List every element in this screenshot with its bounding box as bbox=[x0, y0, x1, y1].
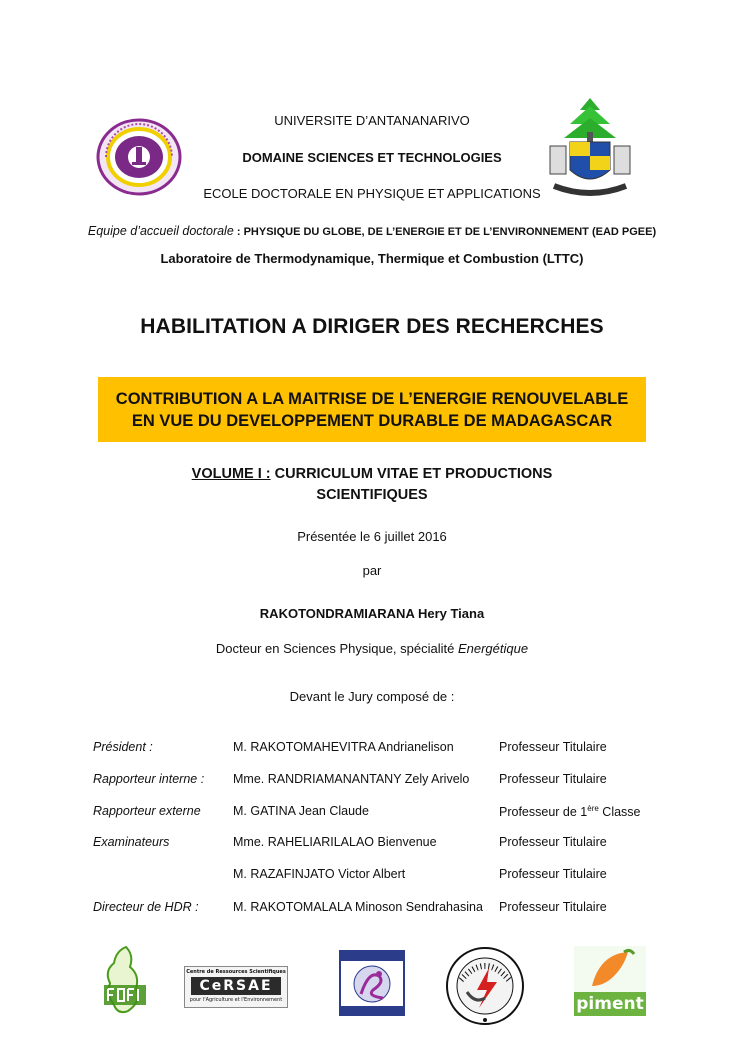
degree-specialty: Energétique bbox=[457, 641, 529, 656]
degree-prefix: Docteur en Sciences Physique, spécialité bbox=[215, 641, 458, 656]
doctoral-team-line bbox=[0, 224, 744, 238]
laboratory-name: Laboratoire de Thermodynamique, Thermique et Combustion (LTTC) bbox=[160, 251, 584, 266]
jury-role: Examinateurs bbox=[93, 835, 170, 849]
jury-member-rank: Professeur Titulaire bbox=[499, 900, 607, 914]
jury-member-rank bbox=[499, 804, 641, 819]
physics-department-logo bbox=[339, 950, 405, 1016]
jury-role: Rapporteur interne : bbox=[93, 772, 205, 786]
rank-suffix: Classe bbox=[598, 805, 641, 820]
cersae-logo bbox=[184, 966, 288, 1008]
cersae-name: CeRSAE bbox=[191, 977, 281, 995]
piment-wordmark: piment bbox=[574, 992, 646, 1016]
fofifa-logo bbox=[100, 945, 150, 1015]
jury-role: Directeur de HDR : bbox=[93, 900, 199, 914]
rank-superscript: ère bbox=[587, 804, 599, 813]
domain-name: DOMAINE SCIENCES ET TECHNOLOGIES bbox=[242, 150, 502, 165]
thesis-title-banner bbox=[98, 377, 646, 442]
jury-member-rank: Professeur Titulaire bbox=[499, 740, 607, 754]
university-name: UNIVERSITE D’ANTANANARIVO bbox=[274, 113, 470, 128]
jury-member-rank: Professeur Titulaire bbox=[499, 867, 607, 881]
presentation-date: Présentée le 6 juillet 2016 bbox=[297, 529, 447, 544]
cersae-subtitle: pour l'Agriculture et l'Environnement bbox=[189, 997, 283, 1003]
jury-heading: Devant le Jury composé de : bbox=[289, 689, 455, 704]
jury-member-name: Mme. RANDRIAMANANTANY Zely Arivelo bbox=[233, 772, 470, 786]
volume-label: VOLUME I : bbox=[191, 466, 271, 482]
author-name: RAKOTONDRAMIARANA Hery Tiana bbox=[259, 606, 485, 621]
jury-member-rank: Professeur Titulaire bbox=[499, 772, 607, 786]
piment-logo bbox=[574, 946, 646, 1016]
volume-title-line-2: SCIENTIFIQUES bbox=[316, 487, 428, 503]
doctoral-school-name: ECOLE DOCTORALE EN PHYSIQUE ET APPLICATIONS bbox=[203, 186, 541, 201]
jury-role: Rapporteur externe bbox=[93, 804, 201, 818]
doctoral-team-label: Equipe d’accueil doctorale bbox=[87, 224, 234, 238]
jury-member-name: M. RAKOTOMAHEVITRA Andrianelison bbox=[233, 740, 454, 754]
volume-heading bbox=[0, 464, 744, 506]
doctoral-team-name: : PHYSIQUE DU GLOBE, DE L’ENERGIE ET DE L’ENVIRONNEMENT (EAD PGEE) bbox=[233, 226, 657, 238]
jury-member-name: Mme. RAHELIARILALAO Bienvenue bbox=[233, 835, 437, 849]
jury-member-name: M. GATINA Jean Claude bbox=[233, 804, 369, 818]
jury-member-rank: Professeur Titulaire bbox=[499, 835, 607, 849]
author-degree bbox=[0, 641, 744, 656]
thesis-title-line-2: EN VUE DU DEVELOPPEMENT DURABLE DE MADAGASCAR bbox=[131, 411, 613, 430]
volume-title-line-1: CURRICULUM VITAE ET PRODUCTIONS bbox=[270, 466, 553, 482]
by-label: par bbox=[362, 563, 382, 578]
energy-institute-logo bbox=[445, 946, 525, 1026]
main-title: HABILITATION A DIRIGER DES RECHERCHES bbox=[140, 315, 604, 338]
jury-member-name: M. RAZAFINJATO Victor Albert bbox=[233, 867, 406, 881]
jury-role: Président : bbox=[93, 740, 153, 754]
cersae-title: Centre de Ressources Scientifiques bbox=[186, 969, 286, 975]
jury-member-name: M. RAKOTOMALALA Minoson Sendrahasina bbox=[233, 900, 483, 914]
rank-prefix: Professeur de 1 bbox=[499, 805, 588, 820]
thesis-title-line-1: CONTRIBUTION A LA MAITRISE DE L’ENERGIE RENOUVELABLE bbox=[115, 389, 629, 408]
